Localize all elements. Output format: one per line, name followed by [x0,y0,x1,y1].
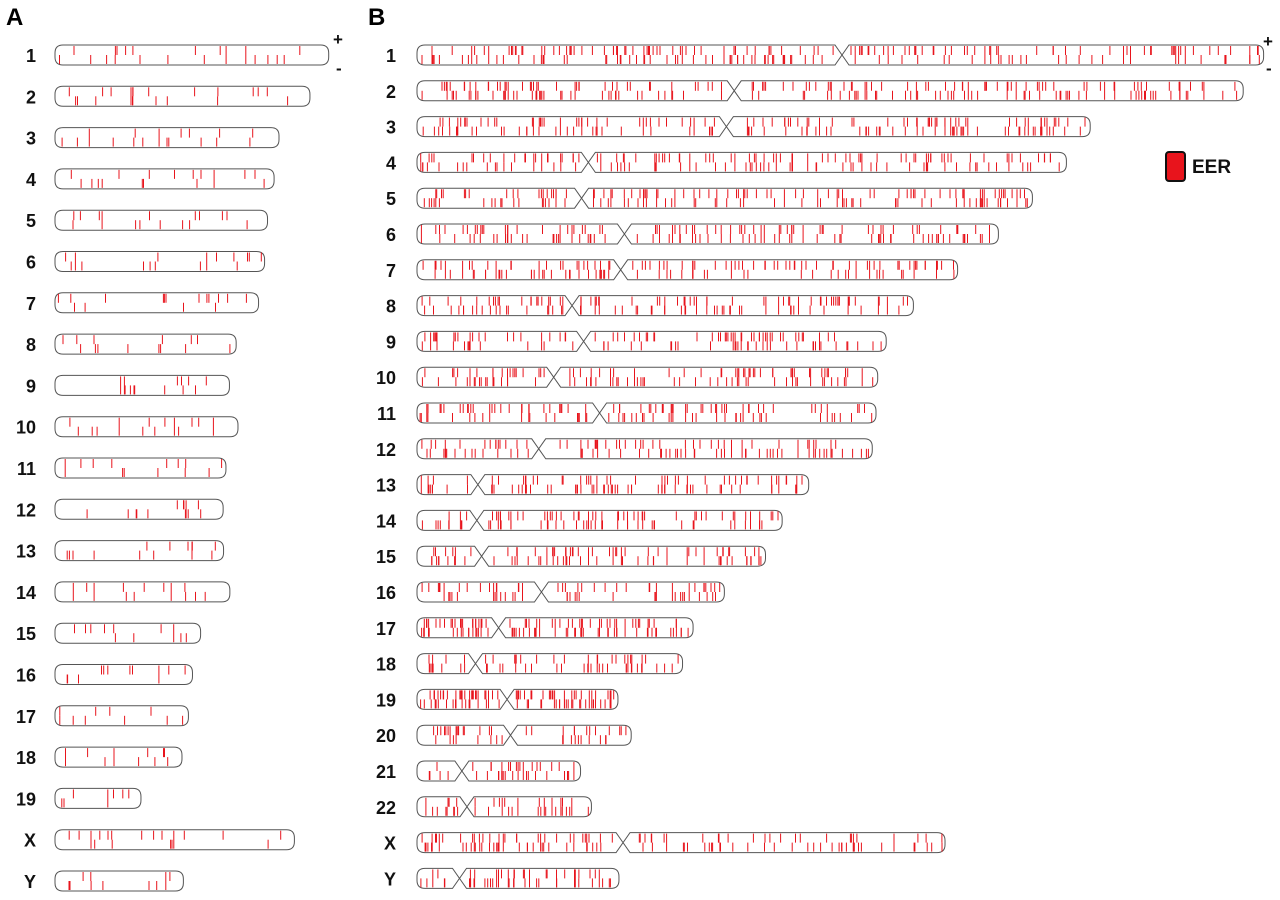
eer-mark-group [62,129,253,147]
chromosome-a-2 [26,86,310,107]
eer-mark-group [66,253,262,271]
chromosome-a-16 [16,665,193,686]
chromosome-b-3 [386,117,1090,138]
chromosome-b-21 [376,761,581,782]
chromosome-label: 9 [385,332,396,353]
eer-mark-group [423,118,1085,136]
chromosome-label: 15 [15,624,36,645]
chromosome-outline [55,623,201,643]
chromosome-label: 6 [385,225,396,245]
chromosome-label: 4 [385,153,396,174]
chromosome-b-14 [376,510,782,531]
eer-mark-group [421,225,989,243]
chromosome-label: X [23,830,36,851]
eer-mark-group [87,500,201,518]
chromosome-label: 16 [375,583,396,603]
chromosome-label: 8 [385,296,396,317]
panel-a-letter: A [6,4,24,31]
chromosome-outline [417,546,766,566]
chromosome-b-4 [386,152,1066,173]
panel-a-mouse-karyotype [6,4,343,892]
chromosome-b-6 [386,224,998,245]
chromosome-label: 19 [15,789,36,810]
chromosome-a-5 [26,210,268,231]
chromosome-label: 7 [385,260,396,281]
chromosome-label: 12 [15,500,36,521]
chromosome-a-6 [26,252,265,273]
eer-mark-group [422,297,907,315]
chromosome-a-17 [16,706,188,727]
chromosome-label: 19 [375,690,396,711]
chromosome-label: 13 [375,475,396,496]
panel-a-chromosome-list [16,45,329,892]
eer-mark-group [422,46,1259,64]
chromosome-a-13 [16,541,224,562]
chromosome-label: 4 [25,169,36,190]
chromosome-a-19 [16,788,141,809]
chromosome-b-16 [376,582,724,603]
chromosome-b-5 [386,188,1032,209]
chromosome-label: 14 [375,511,396,532]
eer-mark-group [422,583,720,601]
chromosome-a-3 [26,128,279,149]
chromosome-a-10 [16,417,238,438]
chromosome-b-8 [386,296,913,317]
chromosome-label: 11 [376,404,396,424]
chromosome-a-1 [26,45,329,66]
chromosome-label: 8 [25,335,36,356]
eer-mark-group [422,82,1237,100]
chromosome-b-12 [376,439,872,460]
chromosome-b-13 [376,475,809,496]
eer-mark-group [422,440,869,458]
chromosome-label: 5 [25,211,36,232]
chromosome-label: 16 [15,665,36,686]
chromosome-label: 12 [375,439,396,460]
eer-mark-group [63,335,230,353]
chromosome-outline [55,706,188,726]
chromosome-label: 10 [15,417,36,438]
chromosome-label: 14 [15,582,36,603]
chromosome-label: 15 [375,547,396,568]
eer-mark-group [73,583,205,601]
chromosome-b-19 [376,689,618,710]
eer-mark-group [66,748,168,766]
chromosome-a-14 [16,582,230,603]
chromosome-b-22 [376,797,591,818]
panel-b-minus-strand-label: - [1266,59,1272,78]
eer-mark-group [421,690,614,708]
chromosome-b-17 [376,618,693,639]
chromosome-a-15 [16,623,201,644]
eer-mark-group [75,624,187,642]
panel-b-chromosome-list [376,45,1264,889]
chromosome-a-y [24,871,183,892]
chromosome-outline [55,210,268,230]
chromosome-a-9 [26,375,229,396]
panel-b-letter: B [368,4,386,31]
chromosome-outline [55,375,229,395]
panel-a-minus-strand-label: - [336,59,342,78]
chromosome-outline [55,169,274,189]
eer-mark-group [60,707,183,725]
eer-mark-group [426,798,588,816]
panel-b-human-karyotype [368,4,1273,889]
chromosome-label: 9 [25,376,36,397]
eer-mark-group [421,153,1059,171]
chromosome-b-9 [386,331,886,352]
eer-mark-group [422,834,942,852]
eer-mark-group [121,376,207,394]
eer-mark-group [69,872,170,890]
eer-mark-group [423,261,954,279]
chromosome-label: 20 [375,726,396,747]
eer-mark-group [70,418,214,436]
chromosome-outline [55,45,329,65]
chromosome-b-2 [386,81,1243,102]
eer-mark-group [429,655,678,673]
chromosome-outline [55,86,310,106]
chromosome-label: 18 [15,748,36,769]
eer-mark-group [421,869,611,887]
chromosome-label: Y [23,872,36,892]
eer-mark-group [424,189,1027,207]
chromosome-b-y [384,868,619,889]
chromosome-b-20 [376,725,631,746]
chromosome-b-x [384,833,945,854]
chromosome-outline [55,582,230,602]
chromosome-label: 22 [375,797,396,818]
chromosome-outline [55,417,238,437]
eer-mark-group [73,211,247,229]
eer-mark-group [69,87,287,105]
chromosome-outline [417,868,619,888]
eer-mark-group [69,831,281,849]
panel-a-plus-strand-label: + [333,30,343,49]
legend-eer-swatch [1166,152,1185,181]
eer-mark-group [422,511,778,529]
chromosome-outline [417,582,724,602]
chromosome-label: 1 [25,46,36,66]
eer-mark-group [67,542,215,560]
eer-mark-group [434,726,626,744]
legend [1166,152,1231,181]
chromosome-b-11 [377,403,876,424]
chromosome-label: 7 [25,293,36,314]
chromosome-label: 10 [375,368,396,389]
chromosome-label: 2 [25,87,36,108]
chromosome-label: 6 [25,252,36,273]
eer-mark-group [420,404,872,422]
chromosome-b-18 [376,654,683,675]
eer-mark-group [422,332,881,350]
chromosome-outline [55,252,265,272]
chromosome-outline [55,788,141,808]
chromosome-b-7 [386,260,958,281]
chromosome-label: 2 [385,81,396,102]
chromosome-a-x [24,830,294,851]
chromosome-outline [417,510,782,530]
chromosome-label: Y [383,869,396,890]
chromosome-a-8 [26,334,236,355]
eer-mark-group [65,459,221,477]
chromosome-b-15 [376,546,766,567]
eer-mark-group [67,666,185,684]
chromosome-label: 21 [375,762,396,782]
chromosome-label: 17 [15,706,36,727]
chromosome-b-10 [376,367,878,388]
chromosome-outline [55,334,236,354]
eer-mark-group [422,619,688,637]
legend-eer-label: EER [1192,157,1232,178]
eer-mark-group [429,762,574,780]
chromosome-label: 17 [375,618,396,639]
chromosome-label: 13 [15,541,36,562]
eer-mark-group [422,368,872,386]
chromosome-a-7 [26,293,259,314]
chromosome-label: 3 [385,117,396,138]
chromosome-outline [55,665,192,685]
chromosome-label: 5 [385,189,396,210]
chromosome-outline [417,654,683,674]
eer-mark-group [58,294,246,312]
eer-mark-group [62,789,129,807]
eer-mark-group [60,46,300,64]
chromosome-label: 11 [16,459,36,479]
chromosome-label: X [383,833,396,854]
chromosome-a-18 [16,747,182,768]
chromosome-a-4 [26,169,274,190]
chromosome-outline [417,725,631,745]
panel-b-plus-strand-label: + [1263,32,1273,51]
chromosome-outline [55,747,182,767]
chromosome-label: 3 [25,128,36,149]
chromosome-label: 18 [375,654,396,675]
chromosome-b-1 [386,45,1264,66]
chromosome-label: 1 [385,46,396,66]
chromosome-a-12 [16,499,223,520]
chromosome-a-11 [17,458,226,479]
chromosome-outline [55,871,183,891]
chromosome-outline [417,403,876,423]
eer-mark-group [71,170,264,188]
